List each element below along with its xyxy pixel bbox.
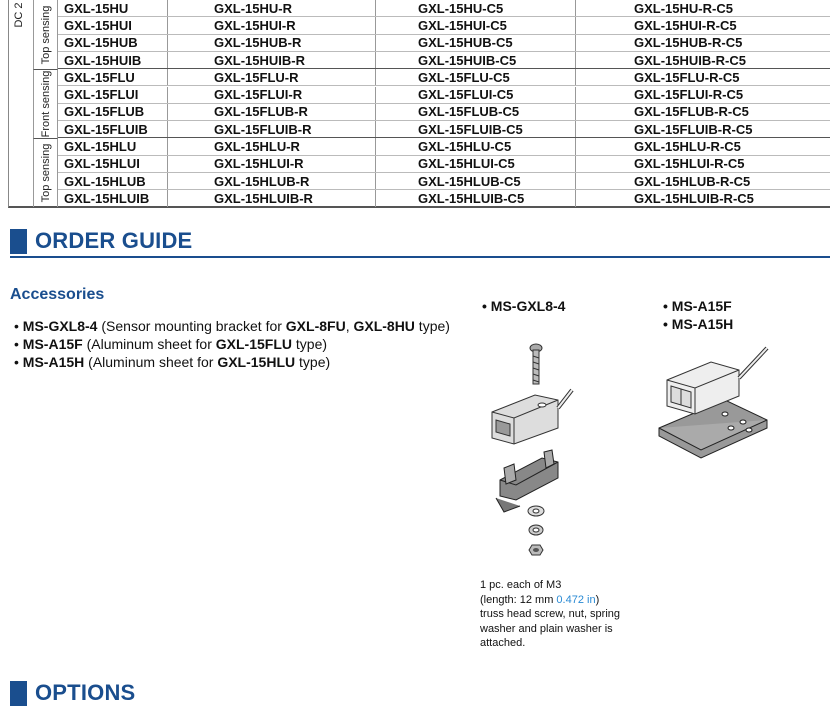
model-cell: GXL-15FLUI-C5 — [376, 87, 576, 103]
model-cell: GXL-15HLUIB-R — [168, 190, 376, 206]
model-cell: GXL-15HLU — [58, 138, 168, 154]
table-row — [58, 156, 830, 173]
model-cell: GXL-15HUB-C5 — [376, 35, 576, 51]
model-cell: GXL-15FLUIB-R-C5 — [634, 121, 753, 137]
sensor-body-icon — [492, 390, 572, 444]
group-top-sensing-2: Top sensing — [33, 138, 58, 207]
aluminum-sheet-illustration — [655, 340, 775, 465]
mounting-bracket-illustration — [480, 340, 600, 565]
table-row — [58, 173, 830, 190]
model-cell: GXL-15FLUIB-R — [168, 121, 376, 137]
washer-icon — [528, 506, 544, 516]
model-cell: GXL-15HU-C5 — [376, 0, 576, 16]
model-cell: GXL-15HLUB — [58, 173, 168, 189]
model-cell: GXL-15HLUIB — [58, 190, 168, 206]
model-cell: GXL-15HU-R — [168, 0, 376, 16]
model-cell: GXL-15FLU-R — [168, 69, 376, 85]
order-guide-heading: ORDER GUIDE — [10, 228, 192, 254]
heading-marker — [10, 229, 27, 254]
model-cell: GXL-15HLUI-R-C5 — [634, 156, 745, 172]
model-cell: GXL-15HUIB-C5 — [376, 52, 576, 68]
table-row — [58, 104, 830, 121]
model-cell: GXL-15HLU-C5 — [376, 138, 576, 154]
table-row — [58, 52, 830, 69]
model-cell: GXL-15HLUB-R — [168, 173, 376, 189]
model-cell: GXL-15HLUIB-C5 — [376, 190, 576, 206]
model-cell: GXL-15HLUI-R — [168, 156, 376, 172]
model-cell: GXL-15FLUB-C5 — [376, 104, 576, 120]
spring-washer-icon — [529, 525, 543, 535]
model-cell: GXL-15HUB-R — [168, 35, 376, 51]
table-row — [58, 69, 830, 86]
model-cell: GXL-15HLUB-R-C5 — [634, 173, 751, 189]
model-cell: GXL-15HUI-R — [168, 17, 376, 33]
sheet-figure-label-1: • MS-A15F — [663, 298, 732, 314]
model-cell: GXL-15HLUIB-R-C5 — [634, 190, 754, 206]
sensor-body-icon — [667, 348, 767, 414]
model-cell: GXL-15FLUI-R-C5 — [634, 87, 744, 103]
model-table — [8, 0, 830, 209]
accessory-item: • MS-GXL8-4 (Sensor mounting bracket for GXL-8FU, GXL-8HU type) — [14, 318, 450, 334]
accessory-list — [14, 317, 450, 371]
table-row — [58, 138, 830, 155]
group-top-sensing-1: Top sensing — [33, 0, 58, 69]
model-cell: GXL-15HLUI-C5 — [376, 156, 576, 172]
model-cell: GXL-15FLUB-R — [168, 104, 376, 120]
model-cell: GXL-15FLUB — [58, 104, 168, 120]
model-cell: GXL-15HLU-R-C5 — [634, 139, 741, 155]
accessories-title: Accessories — [10, 286, 105, 303]
model-cell: GXL-15FLUB-R-C5 — [634, 104, 749, 120]
nut-icon — [529, 545, 543, 555]
model-cell: GXL-15HUI — [58, 17, 168, 33]
order-guide-rule — [10, 256, 830, 258]
model-cell: GXL-15FLUI — [58, 87, 168, 103]
model-cell: GXL-15HUIB-R-C5 — [634, 52, 746, 68]
heading-marker — [10, 681, 27, 706]
table-row — [58, 0, 830, 17]
table-row — [58, 17, 830, 34]
model-cell: GXL-15HUB-R-C5 — [634, 35, 743, 51]
accessory-item: • MS-A15F (Aluminum sheet for GXL-15FLU type) — [14, 336, 328, 352]
model-cell: GXL-15FLUIB — [58, 121, 168, 137]
model-cell: GXL-15HU — [58, 0, 168, 16]
screw-icon — [530, 344, 542, 384]
group-front-sensing: Front sensing — [33, 69, 58, 138]
accessory-item: • MS-A15H (Aluminum sheet for GXL-15HLU type) — [14, 354, 331, 370]
model-cell: GXL-15FLU-R-C5 — [634, 69, 740, 85]
dc-supply-label: DC 2 — [13, 2, 25, 28]
options-heading: OPTIONS — [10, 680, 135, 706]
model-cell: GXL-15HLU-R — [168, 138, 376, 154]
sheet-figure-label-2: • MS-A15H — [663, 316, 734, 332]
table-row — [58, 35, 830, 52]
model-cell: GXL-15HUI-R-C5 — [634, 17, 737, 33]
model-cell: GXL-15HLUI — [58, 156, 168, 172]
model-cell: GXL-15HLUB-C5 — [376, 173, 576, 189]
bracket-icon — [496, 450, 558, 512]
table-row — [58, 121, 830, 138]
model-cell: GXL-15FLUIB-C5 — [376, 121, 576, 137]
hardware-note: 1 pc. each of M3 (length: 12 mm 0.472 in) truss head screw, nut, spring washer and plain washer is attached. — [480, 579, 621, 649]
model-cell: GXL-15FLUI-R — [168, 87, 376, 103]
table-row — [58, 190, 830, 207]
model-cell: GXL-15HU-R-C5 — [634, 0, 733, 16]
model-cell: GXL-15FLU — [58, 69, 168, 85]
model-cell: GXL-15HUI-C5 — [376, 17, 576, 33]
model-cell: GXL-15FLU-C5 — [376, 69, 576, 85]
model-cell: GXL-15HUIB — [58, 52, 168, 68]
table-row — [58, 87, 830, 104]
bracket-figure-label: • MS-GXL8-4 — [482, 298, 566, 314]
model-cell: GXL-15HUIB-R — [168, 52, 376, 68]
model-cell: GXL-15HUB — [58, 35, 168, 51]
